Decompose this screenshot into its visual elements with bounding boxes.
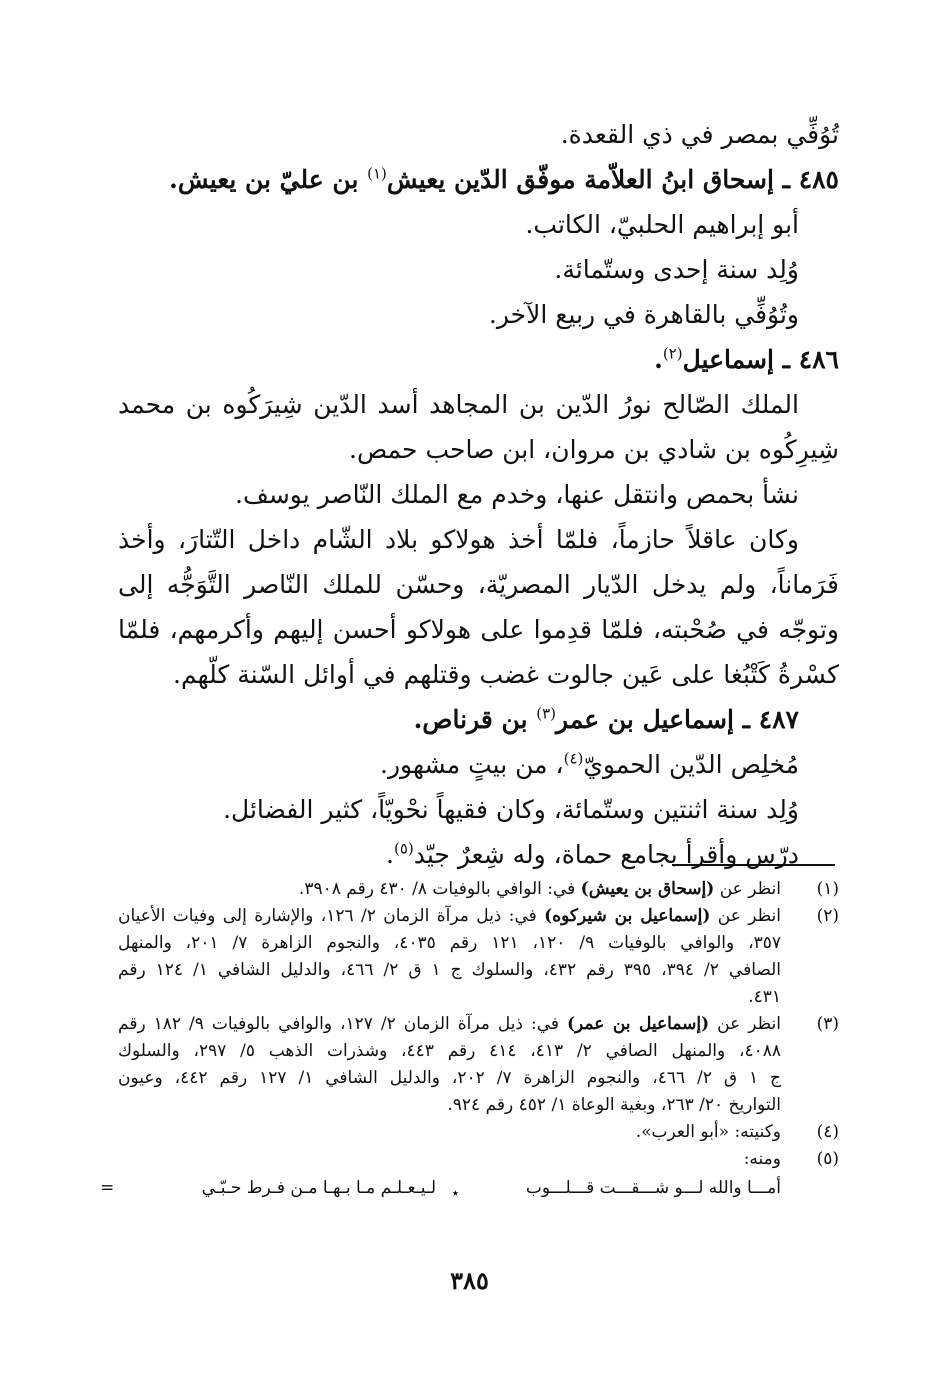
footnote-number: (٣): [816, 1014, 839, 1034]
footnote-line: [118, 876, 781, 903]
entry-name-tail: بن عليّ بن يعيش.: [169, 165, 368, 194]
footnote-segment: انظر عن: [709, 1014, 781, 1034]
text-line: تُوُفِّي بمصر في ذي القعدة.: [560, 120, 839, 149]
footnote-subject: (إسماعيل بن شيركوه): [544, 906, 711, 926]
entry-number: ٤٨٦ ـ: [782, 345, 839, 374]
text-segment: ، من بيتٍ مشهور.: [380, 750, 564, 779]
entry-name: إسماعيل: [682, 345, 774, 374]
footnote-text: [118, 1119, 781, 1146]
footnote-line: [118, 903, 781, 930]
footnote-text: [118, 1146, 781, 1173]
text-segment: .: [386, 840, 394, 869]
text-line: وُلِد سنة إحدى وستّمائة.: [554, 255, 799, 284]
footnote-ref: (١): [367, 164, 387, 183]
footnote-1: [118, 876, 839, 903]
entry-number: ٤٨٧ ـ: [742, 705, 799, 734]
continuation-mark: =: [100, 1178, 115, 1198]
entry-heading-486: [118, 337, 839, 382]
footnote-line: ج ١ ق ٢/ ٤٦٦، والنجوم الزاهرة ٧/ ٢٠٢، والدليل الشافي ١/ ١٢٧ رقم ٤٤٢، وعيون: [118, 1068, 782, 1088]
text-line: [118, 832, 839, 877]
footnote-text: [118, 903, 781, 1011]
footnote-segment: انظر عن: [714, 879, 781, 899]
footnote-segment: في: ذيل مرآة الزمان ٢/ ١٢٧، والوافي بالوفيات ٩/ ١٨٢ رقم: [118, 1014, 567, 1034]
entry-name: إسماعيل بن عمر: [556, 705, 734, 734]
footnote-segment: في: ذيل مرآة الزمان ٢/ ١٢٦، والإشارة إلى وفيات الأعيان: [118, 906, 545, 926]
verse-second-hemistich: لـيـعـلـم مـا بـهـا مـن فـرط حـبّـي: [201, 1178, 436, 1198]
text-line: وتُوُفِّي بالقاهرة في ربيع الآخر.: [488, 300, 799, 329]
footnote-2: [118, 903, 839, 1011]
footnote-number: (٤): [816, 1122, 839, 1142]
footnote-line: [118, 1011, 781, 1038]
footnote-ref: (٢): [662, 344, 683, 363]
text-line: وُلِد سنة اثنتين وستّمائة، وكان فقيهاً نحْويّاً، كثير الفضائل.: [223, 795, 799, 824]
entry-number: ٤٨٥ ـ: [782, 165, 839, 194]
footnotes: [100, 876, 839, 1203]
text-line: نشأ بحمص وانتقل عنها، وخدم مع الملك النّاصر يوسف.: [235, 480, 799, 509]
footnote-line: الصافي ٢/ ٣٩٤، ٣٩٥ رقم ٤٣٢، والسلوك ج ١ ق ٢/ ٤٦٦، والدليل الشافي ١/ ١٢٤ رقم: [118, 960, 782, 980]
footnote-number: (١): [816, 879, 839, 899]
text-line: وكان عاقلاً حازماً، فلمّا أخذ هولاكو بلاد الشّام داخل التّتارَ، وأخذ: [118, 525, 799, 554]
text-line: [118, 742, 839, 787]
footnote-text: [118, 1011, 781, 1119]
verse-separator: ٭: [451, 1186, 459, 1201]
footnote-text: [118, 876, 781, 903]
text-segment: درّس وأقرأ بجامع حماة، وله شِعرٌ جيّد: [413, 840, 799, 869]
text-line: كسْرةُ كَتْبُغا على عَين جالوت غضب وقتلهم في أوائل السّنة كلّهم.: [173, 660, 839, 689]
text-line: الملك الصّالح نورُ الدّين بن المجاهد أسد الدّين شِيرَكُوه بن محمد: [118, 390, 799, 419]
page-number: ٣٨٥: [450, 1266, 489, 1295]
footnote-ref: (٤): [563, 749, 584, 768]
footnote-separator: [672, 864, 835, 866]
entry-name-tail: .: [654, 345, 663, 374]
footnote-line: التواريخ ٢٠/ ٢٦٣، وبغية الوعاة ١/ ٤٥٢ رقم ٩٢٤.: [447, 1095, 781, 1115]
footnote-subject: (إسحاق بن يعيش): [580, 879, 715, 899]
footnote-line: ومنه:: [743, 1149, 781, 1169]
main-text: [118, 112, 839, 877]
footnote-line: ٣٥٧، والوافي بالوفيات ٩/ ١٢٠، ١٢١ رقم ٤٠٣٥، والنجوم الزاهرة ٧/ ٢٠١، والمنهل: [118, 933, 782, 953]
footnote-number: (٢): [816, 906, 839, 926]
entry-name-tail: بن قرناص.: [413, 705, 537, 734]
footnote-segment: في: الوافي بالوفيات ٨/ ٤٣٠ رقم ٣٩٠٨.: [298, 879, 581, 899]
footnote-ref: (٣): [536, 704, 557, 723]
text-segment: مُخلِص الدّين الحمويّ: [583, 750, 799, 779]
poetry-verse: [100, 1173, 781, 1203]
text-line: وتوجّه في صُحْبته، فلمّا قدِموا على هولاكو أحسن إليهم وأكرمهم، فلمّا: [118, 615, 839, 644]
entry-name: إسحاق ابنُ العلاّمة موفّق الدّين يعيش: [386, 165, 774, 194]
entry-heading-487: [118, 697, 839, 742]
footnote-3: [118, 1011, 839, 1119]
footnote-subject: (إسماعيل بن عمر): [566, 1014, 710, 1034]
text-line: فَرَماناً، ولم يدخل الدّيار المصريّة، وحسّن للملك النّاصر التَّوَجُّه إلى: [118, 570, 839, 599]
entry-heading-485: [118, 157, 839, 202]
footnote-4: [118, 1119, 839, 1146]
footnote-line: وكنيته: «أبو العرب».: [635, 1122, 781, 1142]
footnote-line: ٤٠٨٨، والمنهل الصافي ٢/ ٤١٣، ٤١٤ رقم ٤٤٣، وشذرات الذهب ٥/ ٢٩٧، والسلوك: [118, 1041, 781, 1061]
footnote-number: (٥): [816, 1149, 839, 1169]
text-line: شِيرِكُوه بن شادي بن مروان، ابن صاحب حمص.: [349, 435, 839, 464]
text-line: أبو إبراهيم الحلبيّ، الكاتب.: [525, 210, 799, 239]
footnote-line: ٤٣١.: [748, 987, 781, 1007]
verse-first-hemistich: أمـــا والله لـــو شـــقـــت قـــلـــوب: [525, 1178, 781, 1198]
footnote-segment: انظر عن: [710, 906, 781, 926]
footnote-5: [118, 1146, 839, 1173]
footnote-ref: (٥): [393, 839, 414, 858]
